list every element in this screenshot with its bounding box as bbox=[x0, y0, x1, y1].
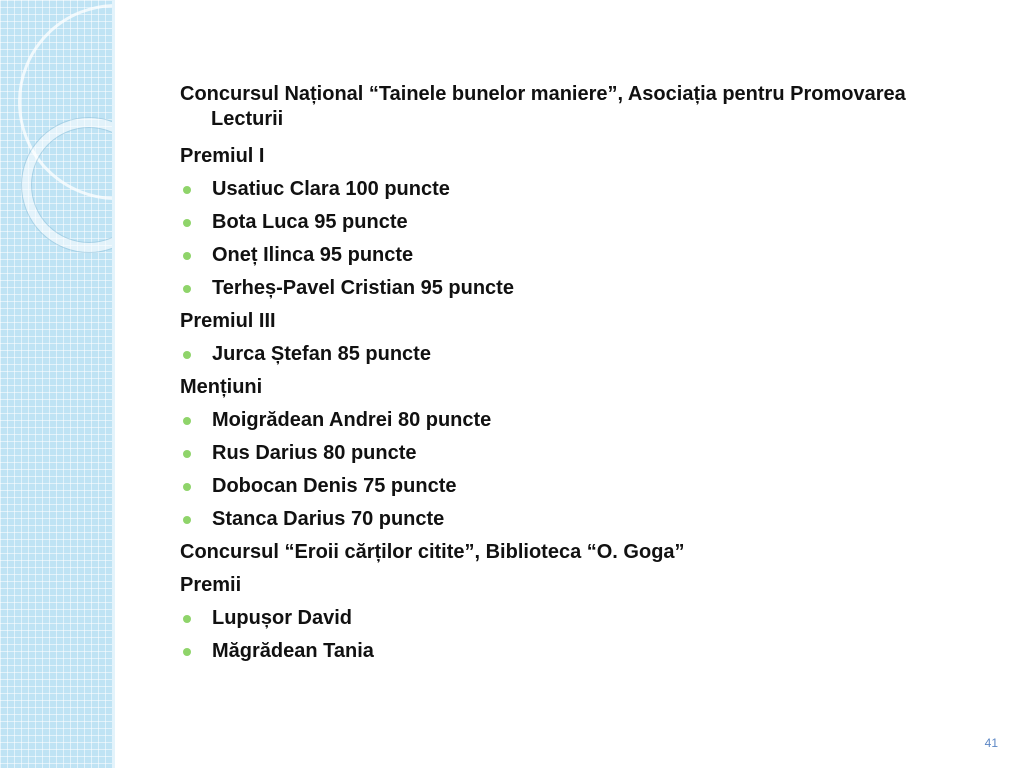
list-item bbox=[180, 602, 960, 635]
list-item bbox=[180, 404, 960, 437]
list-item bbox=[180, 437, 960, 470]
bullet-icon bbox=[183, 648, 191, 656]
list-item bbox=[180, 272, 960, 305]
list-item bbox=[180, 635, 960, 668]
list-item-text: Dobocan Denis 75 puncte bbox=[212, 475, 457, 497]
bullet-icon bbox=[183, 516, 191, 524]
side-band-edge bbox=[112, 0, 115, 768]
slide-content bbox=[180, 82, 960, 668]
award-heading: Premiul III bbox=[180, 310, 276, 332]
decorative-side-band bbox=[0, 0, 112, 768]
bullet-icon bbox=[183, 450, 191, 458]
bullet-icon bbox=[183, 252, 191, 260]
bullet-icon bbox=[183, 483, 191, 491]
list-item-text: Usatiuc Clara 100 puncte bbox=[212, 178, 450, 200]
list-item-text: Bota Luca 95 puncte bbox=[212, 211, 408, 233]
bullet-icon bbox=[183, 417, 191, 425]
slide-number: 41 bbox=[984, 736, 998, 750]
award-heading: Mențiuni bbox=[180, 376, 263, 398]
list-item-text: Terheș-Pavel Cristian 95 puncte bbox=[212, 277, 514, 299]
list-item bbox=[180, 338, 960, 371]
list-item bbox=[180, 173, 960, 206]
list-item-text: Lupușor David bbox=[212, 607, 353, 629]
list-item-text: Jurca Ștefan 85 puncte bbox=[212, 343, 431, 365]
bullet-icon bbox=[183, 186, 191, 194]
list-item-text: Măgrădean Tania bbox=[212, 640, 374, 662]
list-item-text: Oneț Ilinca 95 puncte bbox=[212, 244, 414, 266]
bullet-icon bbox=[183, 285, 191, 293]
contest-heading: Concursul Național “Tainele bunelor maniere”, Asociația pentru Promovarea Lecturii bbox=[180, 83, 906, 130]
list-item-text: Stanca Darius 70 puncte bbox=[212, 508, 445, 530]
award-heading: Premiul I bbox=[180, 145, 265, 167]
award-heading: Premii bbox=[180, 574, 242, 596]
list-item bbox=[180, 470, 960, 503]
list-item bbox=[180, 206, 960, 239]
bullet-icon bbox=[183, 351, 191, 359]
bullet-icon bbox=[183, 615, 191, 623]
list-item-text: Moigrădean Andrei 80 puncte bbox=[212, 409, 492, 431]
contest-heading: Concursul “Eroii cărților citite”, Biblioteca “O. Goga” bbox=[180, 541, 685, 563]
list-item bbox=[180, 503, 960, 536]
bullet-icon bbox=[183, 219, 191, 227]
list-item-text: Rus Darius 80 puncte bbox=[212, 442, 417, 464]
list-item bbox=[180, 239, 960, 272]
